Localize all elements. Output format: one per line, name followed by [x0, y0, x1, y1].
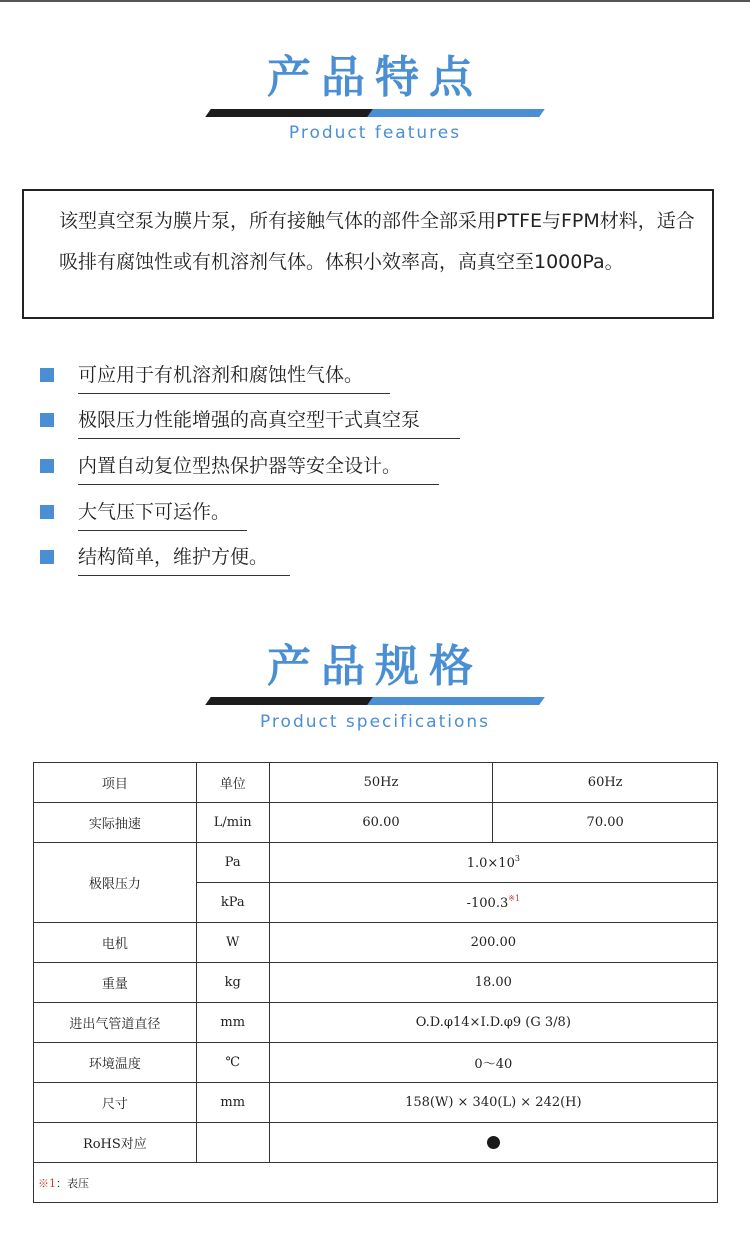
unit-cell: Pa [196, 843, 269, 883]
header-cell: 50Hz [269, 763, 493, 803]
table-row [34, 803, 718, 843]
pressure-kpa-value: -100.3 [466, 896, 509, 911]
table-row [34, 843, 718, 883]
header-cell: 60Hz [493, 763, 718, 803]
note-text: ：表压 [56, 1176, 89, 1190]
bullet-square-icon [40, 368, 54, 382]
item-cell: 极限压力 [34, 843, 197, 923]
bullet-square-icon [40, 413, 54, 427]
bullet-square-icon [40, 505, 54, 519]
table-row [34, 963, 718, 1003]
feature-text: 大气压下可运作。 [78, 501, 231, 523]
unit-cell: L/min [196, 803, 269, 843]
note-mark: ※1 [38, 1176, 56, 1190]
item-cell: 实际抽速 [34, 803, 197, 843]
feature-text: 内置自动复位型热保护器等安全设计。 [78, 455, 402, 477]
table-row [34, 1003, 718, 1043]
unit-cell: mm [196, 1003, 269, 1043]
feature-underline [78, 530, 247, 531]
title-underline-blue [367, 697, 545, 705]
feature-underline [78, 438, 460, 439]
feature-underline [78, 575, 290, 576]
value-cell [269, 843, 717, 883]
table-row [34, 1043, 718, 1083]
pressure-pa-exponent: 3 [514, 854, 520, 863]
table-note-row [34, 1163, 718, 1203]
feature-underline [78, 484, 439, 485]
value-cell: 158(W) × 340(L) × 242(H) [269, 1083, 717, 1123]
value-cell [269, 883, 717, 923]
item-cell: 重量 [34, 963, 197, 1003]
value-cell [269, 1123, 717, 1163]
item-cell: RoHS对应 [34, 1123, 197, 1163]
value-cell: 70.00 [493, 803, 718, 843]
value-cell: O.D.φ14×I.D.φ9 (G 3/8) [269, 1003, 717, 1043]
intro-text: 该型真空泵为膜片泵，所有接触气体的部件全部采用PTFE与FPM材料，适合吸排有腐蚀性或有机溶剂气体。体积小效率高，高真空至1000Pa。 [59, 210, 695, 273]
unit-cell: ℃ [196, 1043, 269, 1083]
features-subtitle: Product features [288, 123, 462, 143]
item-cell: 进出气管道直径 [34, 1003, 197, 1043]
item-cell: 尺寸 [34, 1083, 197, 1123]
bullet-square-icon [40, 459, 54, 473]
bullet-square-icon [40, 550, 54, 564]
unit-cell: kPa [196, 883, 269, 923]
header-cell: 单位 [196, 763, 269, 803]
intro-box [22, 189, 714, 319]
value-cell: 18.00 [269, 963, 717, 1003]
spec-table [33, 762, 718, 1203]
feature-text: 可应用于有机溶剂和腐蚀性气体。 [78, 364, 364, 386]
title-underline-dark [205, 697, 375, 705]
unit-cell: kg [196, 963, 269, 1003]
header-cell: 项目 [34, 763, 197, 803]
item-cell: 电机 [34, 923, 197, 963]
title-underline-blue [367, 109, 545, 117]
value-cell: 200.00 [269, 923, 717, 963]
value-cell: 60.00 [269, 803, 493, 843]
unit-cell: W [196, 923, 269, 963]
table-row [34, 1123, 718, 1163]
item-cell: 环境温度 [34, 1043, 197, 1083]
features-title: 产品特点 [267, 52, 483, 103]
table-row [34, 923, 718, 963]
table-row [34, 1083, 718, 1123]
value-cell: 0〜40 [269, 1043, 717, 1083]
top-border-line [0, 0, 750, 2]
note-cell [34, 1163, 718, 1203]
feature-text: 结构简单，维护方便。 [78, 546, 269, 568]
specs-subtitle: Product specifications [259, 712, 491, 732]
pressure-pa-base: 1.0×10 [466, 856, 515, 871]
note-reference-mark: ※1 [508, 894, 521, 903]
title-underline-dark [205, 109, 375, 117]
feature-text: 极限压力性能增强的高真空型干式真空泵 [78, 409, 421, 431]
feature-underline [78, 393, 390, 394]
unit-cell: mm [196, 1083, 269, 1123]
unit-cell [196, 1123, 269, 1163]
table-header-row [34, 763, 718, 803]
filled-circle-icon [487, 1136, 500, 1149]
specs-title: 产品规格 [267, 641, 483, 692]
